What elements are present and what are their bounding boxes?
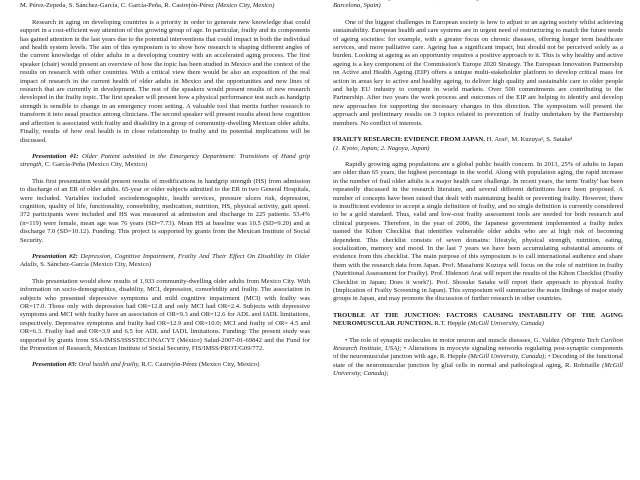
section-title: TROUBLE AT THE JUNCTION: FACTORS CAUSING INSTABILITY OF THE AGING NEUROMUSCULAR JUNCTION. [333,311,623,328]
symposium-header-japan [333,136,623,153]
section-authors: R.T. Hepple [434,320,467,328]
section-authors [333,0,431,1]
section-authors: M. Pérez-Zepeda, S. Sánchez-García, C. García-Peña, R. Castrejón-Pérez [20,2,215,10]
bullet-affiliation: (McGill University, Canada); [468,353,547,361]
presentation-title: Older Patient admitted in the Emergency Department: Transitions of Hand grip strength, [20,152,311,169]
presentation-1-header [20,153,310,170]
presentation-2-body: This presentation would show results of 1,933 community-dwelling older adults from Mexico City. With information on socio-demographics, disability, MCI, depression, comorbidity and frailty. The association in subjects who presented depressive symptoms and mild cognitive impairment (MCI) with frailty was OR=17.0. Those only with depression had OR=12.8 and only MCI had OR=2.4. Subjects with depressive symptoms and MCI with frailty have an association of OR=9.3 and OR=12.6 for ADL and IADL limitations, respectively. Depressive symptoms and frailty had OR=12.9 and OR=10.0; MCI and frailty of OR= 4.5 and OR=6.3. Frailty had and OR=3.9 and 6.5 for ADL and IADL limitations. Funding: The present study was supported by grants from SSA/IMSS/ISSSTECONACYT (México) Salud-2007-01-69842 and the Fund for the Promotion of Research, Mexican Institute of Social Security, FIS/IMSS/PROT/G09/772. [20,277,310,353]
presentation-authors: C. García-Peña (Mexico City, Mexico) [44,161,148,169]
right-column [333,0,623,379]
presentation-2-header [20,253,310,270]
section-affiliation: (Mexico City, Mexico) [215,2,275,10]
presentation-label: Presentation #1: [32,152,79,160]
bullet-affiliation: (Virginia Tech Carilion Research Institute, USA); [333,336,623,353]
left-column [20,0,310,370]
section-affiliation: (McGill University, Canada) [467,320,544,328]
presentation-label: Presentation #2: [32,252,78,260]
presentation-label: Presentation #3: [32,361,77,369]
bullet-item: • Alterations in myocyte signaling networks regulating post-synaptic components of the neuromuscular junction with age, R. Hepple [333,345,623,361]
symposium-authors-top [333,0,623,11]
section-affiliation: Barcelona, Spain) [333,2,381,10]
bullet-item: • Decoding of the functional state of the neuromuscular junction by glial cells in normal and pathological aging, R. Robitaille [333,353,623,369]
section-body: Research in aging on developing countries is a priority in order to generate new knowledge that could support in a cost-efficient way attention of this growing group of age. In particular, frailty and its components has gained attention in the last years due to the potential interventions that could impact in both the individual and health system levels. The aim of this symposium is to show how research is shaping different angles of the current knowledge of older adults in a developing country with an accelerated aging process. The first speaker (chair) would present an overview of how the topic has been studied in Mexico and the context of the results on research with other countries. With a critical view there would be also an exposition of the real impact of research in the current health of older adults in Mexico and the opportunities and new lines of research that are currently in development. The rest of the speakers would present results of new research developed in the frailty topic. The first speaker will present how a physical performance test such as handgrip strength is sensible to change in an emergency room setting. A valuable tool that merits further research to transform it into usual practice among clinicians. The second speaker will present results about how cognition and affection is associated with frailty and disability in a group of community-dwelling Mexican older adults. Finally, results of how oral health is in close relationship to frailty and its potential implications will be discussed. [20,18,310,144]
bullet-affiliation: (McGill University, Canada); [333,361,623,378]
presentation-1-body: This first presentation would present results of modifications in handgrip strength (HS) from admission to discharge of an ER of older adults. 65-year or older subjects admitted to the ER in two General Hospitals, were included. Variables included sociodemographic, health services, pressure ulcers risk, depression, cognition, quality of life, functionality, comorbidity, medication, nutrition, HS, physical activity, gait speed. 372 participants were included and HS was measured at admission and discharge in 225 patients. 53.4% (n=119) were female, mean age was 76 years (SD=7.73). Mean HS at baseline was 10.5 (SD=9.20) and at discharge 7.0 (SD=10.12). Funding: This project is supported by grants from the Mexican Institute of Social Security. [20,177,310,244]
section-affiliation: (1. Kyoto, Japan; 2. Nagoya, Japan) [333,144,430,152]
symposium-header-mexico [20,0,310,11]
presentation-title: Oral health and frailty, [78,361,140,369]
section-body [333,337,623,379]
presentation-title: Depression, Cognitive Impairment, Frailty And Their Effect On Disability In Older Adults, [20,252,310,269]
section-title: FRAILTY RESEARCH: EVIDENCE FROM JAPAN. [333,136,485,144]
section-authors: H. Arai¹, M. Kuzuya², S. Satake¹ [486,136,573,144]
bullet-item: • The role of synaptic molecules in motor neuron and muscle diseases, G. Valdez [345,336,560,344]
symposium-header-junction [333,312,623,329]
presentation-authors: S. Sánchez-García (Mexico City, Mexico) [40,261,152,269]
presentation-3-header [20,361,310,369]
section-title [20,0,251,1]
section-body: Rapidly growing aging populations are a global public health concern. In 2013, 25% of adults in Japan are older than 65 years, the highest percentage in the world. Along with population aging, the rapid increase in the number of frail older adults is a major health care challenge. In recent years, the term 'frailty' has been repeatedly discussed in the research literature, and several different definitions have been proposed. A number of concepts have been raised that dealt with maintaining health or preventing frailty. However, there is insufficient evidence to accept a single definition of frailty, and no single definition is currently considered to be a gold standard. Thus, valid and low-cost frailty assessment tools are needed for both research and clinical purposes. Therefore, in the year of 2006, the Japanese government implemented a frailty index named the Kihon Checklist that identifies vulnerable older adults who are at high risk of becoming dependent. This checklist consists of seven domains: lifestyle, physical strength, nutrition, eating, socialization, memory and mood. In the last 7 years we have been accumulating substantial amounts of evidence from this checklist. The main purpose of this symposium is to call international audience and share them with the research data from Japan. Prof. Masafumi Kuzuya will focus on the role of nutrition in frailty (Nutritional Assessment for Frailty). Prof. Hidenori Arai will report the results of the Kihon Checklist (Frailty Checklist in Japan; Does it work?). Prof. Shosuke Satake will report their approach to physical frailty (Implication of Frailty Screening in Japan). This symposium will summarize the main findings of major study groups in Japan, and may promote the discussion of further research in other countries. [333,160,623,303]
section-body: One of the biggest challenges in European society is how to adjust to an ageing society whilst achieving sustainability. European health and care systems are in urgent need of restructuring to match the future needs of ageing societies: for example, with a greater focus on chronic diseases, offering longer term healthcare services, and more palliative care. Ageing has a significant impact, but should not be perceived solely as a burden. Looking at ageing as an opportunity requires a positive approach to it. This is why healthy and active ageing is a key component of the Commission's Europe 2020 Strategy. The European Innovation Partnership on Active and Health Ageing (EIP) offers a unique multi-stakeholder platform to develop critical mass for action in areas key to active and healthy ageing, to deliver high quality and sustainable care to older people and help EU industry to compete in world markets. Over 500 commitments are contributing to the Partnership. After two years the work process and outcomes of the EIP are helping to identify and develop new approaches for supporting the necessary changes in this direction. The symposium will present the approach and preliminary results on 3 topics related to prevention of frailty undertaken by the Partnership members. No conflict of interests. [333,18,623,127]
presentation-authors: R.C. Castrejón-Pérez (Mexico City, Mexico) [141,361,260,369]
